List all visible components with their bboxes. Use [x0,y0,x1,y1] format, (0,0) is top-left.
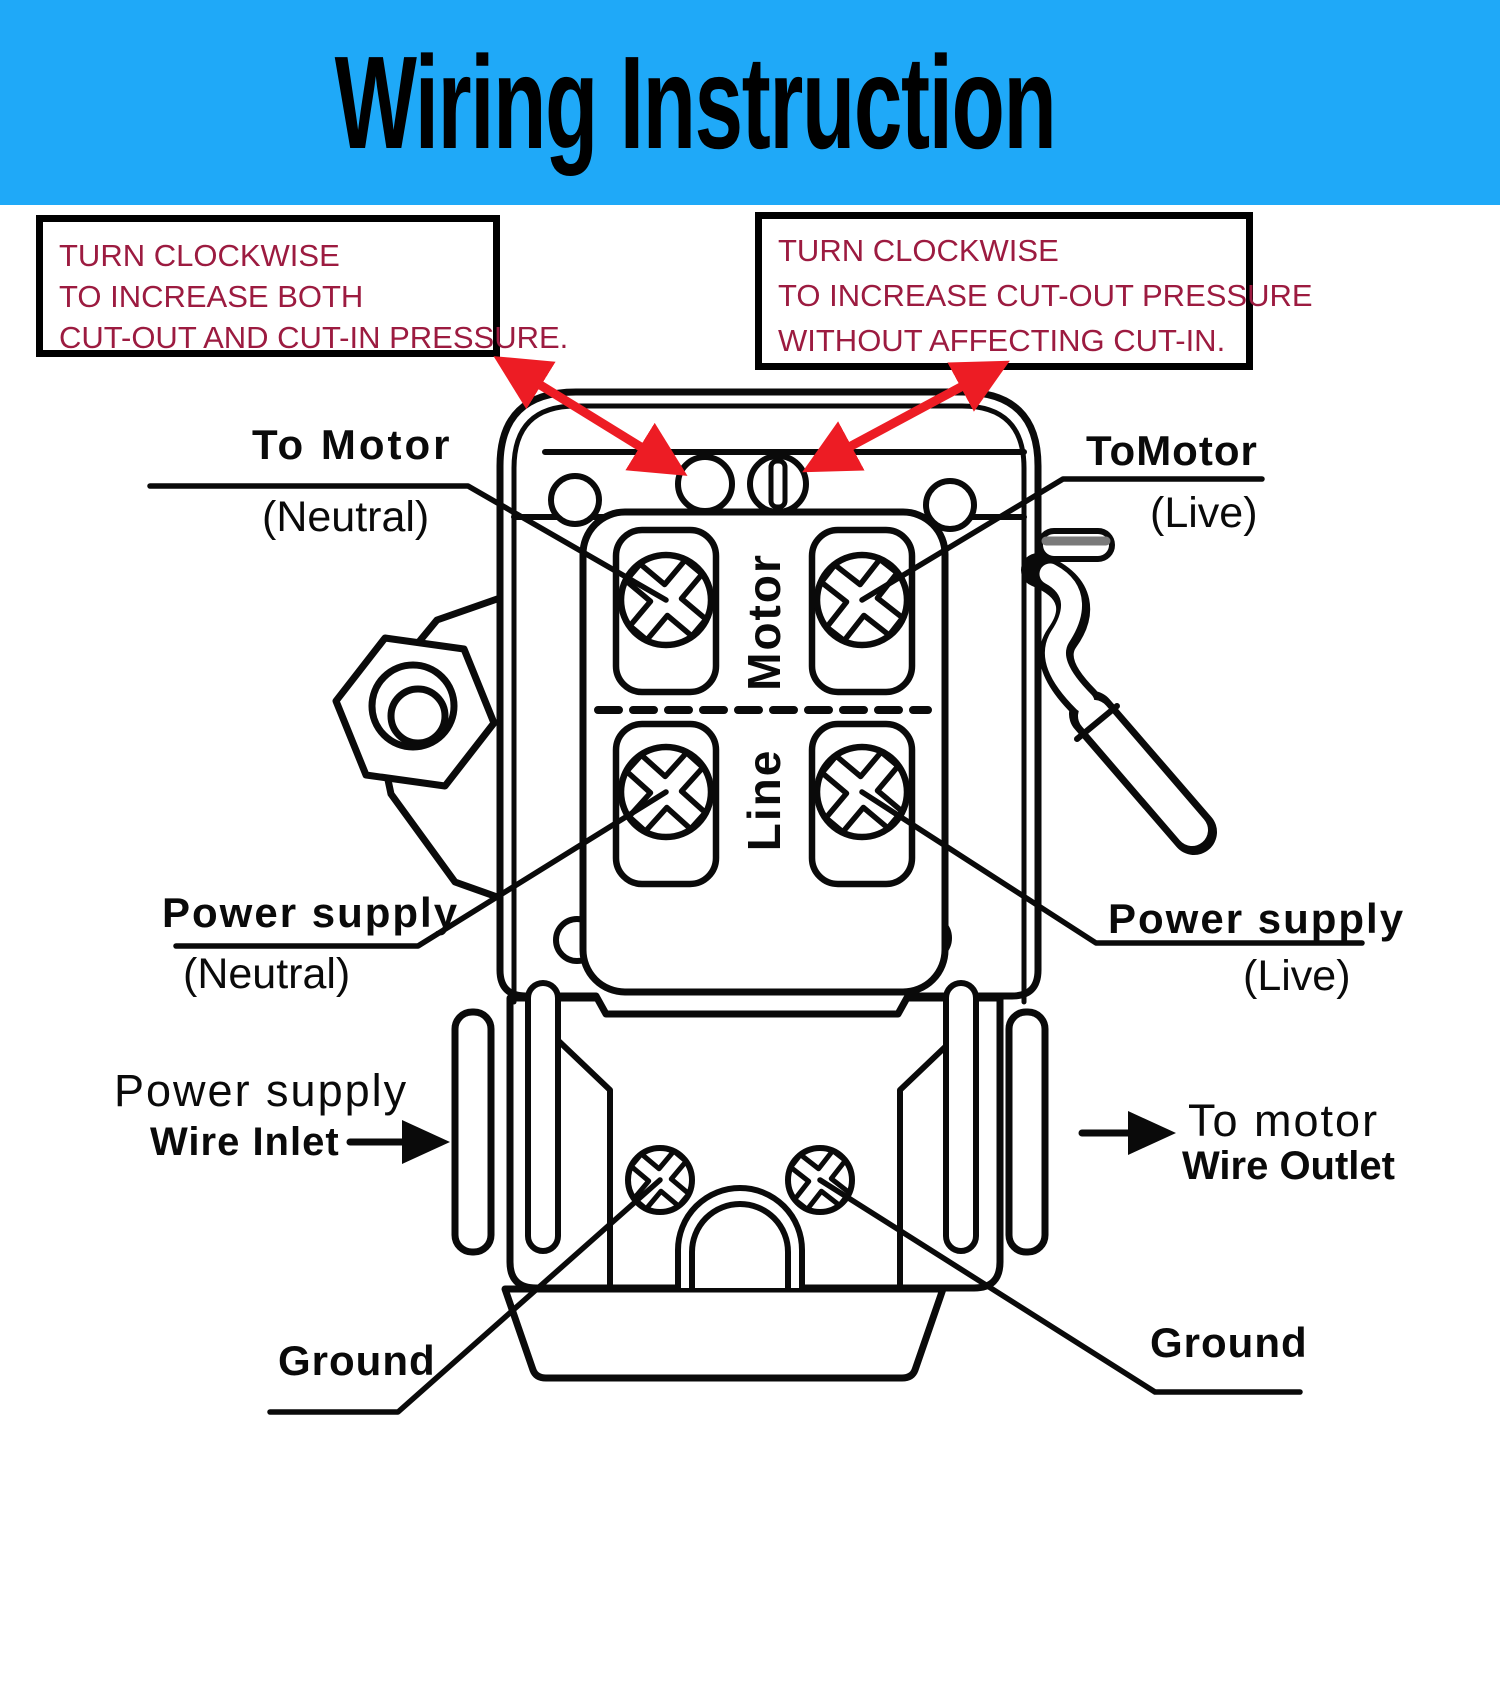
switch-base-skirt [505,1289,943,1378]
label-to-motor-live: ToMotor [1086,427,1258,474]
label-wire-outlet-title: To motor [1188,1095,1380,1146]
wire-inlet-arrow [350,1120,450,1164]
note-left-line1: TURN CLOCKWISE [59,238,340,273]
terminal-label-motor: Motor [738,553,790,691]
label-wire-inlet-title: Power supply [114,1065,409,1116]
label-to-motor-neutral-sub: (Neutral) [262,493,430,541]
wire-outlet-arrow [1082,1111,1176,1155]
wire-outlet-clamp [1009,1012,1045,1252]
label-power-supply-neutral: Power supply [162,889,460,936]
note-left-line2: TO INCREASE BOTH [59,279,364,314]
page-title: Wiring Instruction [334,29,1056,176]
note-right-line3: WITHOUT AFFECTING CUT-IN. [778,323,1226,358]
wire-inlet-clamp [455,1012,491,1252]
label-power-supply-live-sub: (Live) [1243,952,1351,1000]
range-adjustment-screw [678,457,732,511]
label-to-motor-live-sub: (Live) [1150,489,1258,537]
hex-conduit-fitting [336,598,500,898]
note-right-line1: TURN CLOCKWISE [778,233,1059,268]
differential-adjustment-screw [750,456,806,512]
cable-arch-opening [678,1188,802,1288]
on-off-lever [1038,570,1194,832]
terminal-label-line: Line [738,748,790,852]
label-ground-left: Ground [278,1337,436,1384]
label-ground-right: Ground [1150,1319,1308,1366]
label-power-supply-neutral-sub: (Neutral) [183,950,351,998]
note-right-line2: TO INCREASE CUT-OUT PRESSURE [778,278,1313,313]
note-left-line3: CUT-OUT AND CUT-IN PRESSURE. [59,320,569,355]
lever-tab [1040,531,1112,559]
label-wire-inlet: Wire Inlet [150,1120,340,1164]
label-power-supply-live: Power supply [1108,895,1406,942]
label-wire-outlet: Wire Outlet [1182,1144,1395,1188]
label-to-motor-neutral: To Motor [252,421,453,468]
